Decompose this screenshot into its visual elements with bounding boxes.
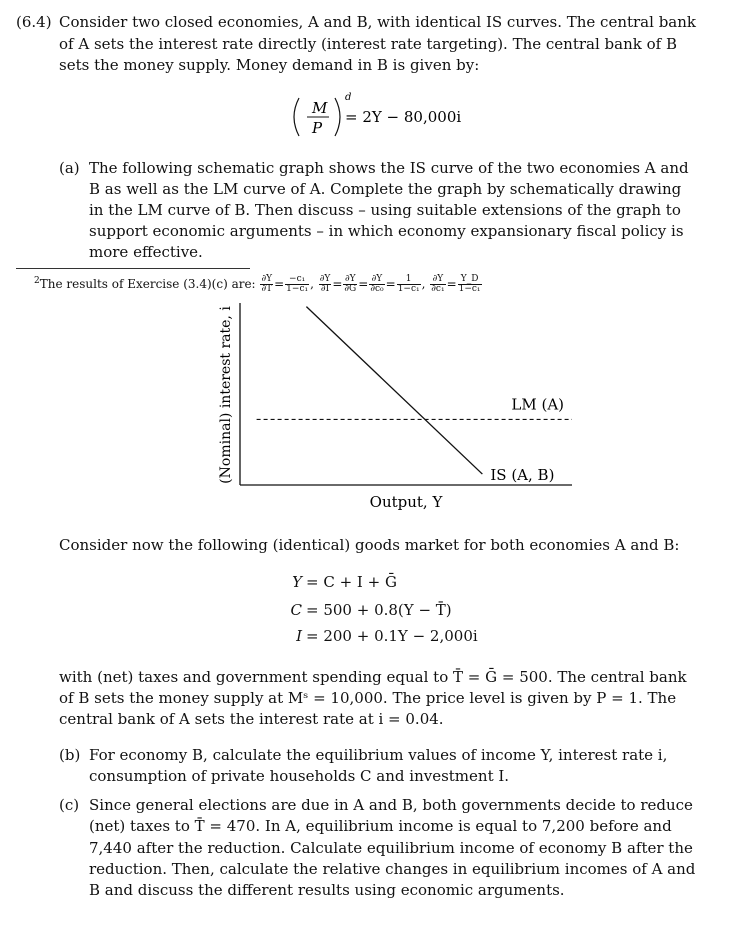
x-axis-label: Output, Y	[369, 493, 443, 511]
is-label: IS (A, B)	[490, 466, 555, 485]
md-denominator: P	[312, 119, 323, 137]
eq2-lhs: C	[290, 601, 302, 619]
md-numerator: M	[312, 99, 328, 117]
part-c-line-5: B and discuss the different results using economic arguments.	[89, 881, 565, 899]
problem-number: (6.4)	[16, 13, 52, 31]
eq3-lhs: I	[296, 627, 302, 645]
footnote-frac-4: $\frac{\partial Y}{\partial G}$	[344, 274, 357, 294]
footnote-frac-2: $\frac{\text{−c₁}}{\text{1−c₁}}$	[286, 274, 309, 294]
is-curve	[306, 307, 482, 474]
footnote-frac-5: $\frac{\partial Y}{\text{∂c₀}}$	[370, 274, 384, 294]
part-b-label: (b)	[59, 746, 81, 764]
money-demand-equation	[285, 90, 485, 144]
part-a-line-3: in the LM curve of B. Then discuss – using suitable extensions of the graph to	[89, 201, 681, 219]
part-c-line-3: 7,440 after the reduction. Calculate equilibrium income of economy B after the	[89, 839, 693, 857]
footnote-text: The results of Exercise (3.4)(c) are:	[39, 277, 256, 291]
part-a-line-4: support economic arguments – in which economy expansionary fiscal policy is	[89, 222, 684, 240]
part-c-line-1: Since general elections are due in A and B, both governments decide to reduce	[89, 796, 693, 814]
footnote-frac-6: $\frac{1}{\text{1−c₁}}$	[397, 274, 420, 294]
intro-line-2: of A sets the interest rate directly (interest rate targeting). The central bank of B	[59, 35, 677, 53]
eq1-rhs: = C + I + Ḡ	[306, 573, 397, 591]
part-c-label: (c)	[59, 796, 80, 814]
goods-text-line-1: with (net) taxes and government spending equal to T̄ = Ḡ = 500. The central bank	[59, 668, 687, 686]
footnote-frac-8: $\frac{Y\_D}{\text{1−c₁}}$	[458, 274, 481, 294]
part-a-line-5: more effective.	[89, 243, 203, 261]
part-b-line-2: consumption of private households C and investment I.	[89, 767, 510, 785]
footnote-rule	[16, 268, 250, 269]
goods-text-line-2: of B sets the money supply at Mˢ = 10,000. The price level is given by P = 1. The	[59, 689, 677, 707]
part-c-line-4: reduction. Then, calculate the relative changes in equilibrium incomes of A and	[89, 860, 696, 878]
footnote-marker: 2	[34, 276, 40, 286]
goods-text-line-3: central bank of A sets the interest rate at i = 0.04.	[59, 710, 444, 728]
part-a-label: (a)	[59, 159, 80, 177]
eq1-lhs: Y	[292, 573, 302, 591]
part-c-line-2: (net) taxes to T̄ = 470. In A, equilibrium income is equal to 7,200 before and	[89, 817, 672, 835]
part-a-line-2: B as well as the LM curve of A. Complete the graph by schematically drawing	[89, 180, 682, 198]
intro-line-3: sets the money supply. Money demand in B is given by:	[59, 56, 480, 74]
footnote-frac-7: $\frac{\partial Y}{\text{∂c₁}}$	[431, 274, 445, 294]
md-superscript: d	[345, 92, 352, 103]
intro-line-1: Consider two closed economies, A and B, with identical IS curves. The central bank	[59, 13, 696, 31]
goods-market-intro: Consider now the following (identical) goods market for both economies A and B:	[59, 536, 680, 554]
footnote: $^2$The results of Exercise (3.4)(c) are: $\frac{\partial Y}{\partial T}$ = $\frac{\text{−c₁}}{\text{1−c₁}}$ , $\frac{\partial Y}{\partial I}$ = $\frac{\partial Y}{\partial G}$ = $\frac{\partial Y}{\text{∂c₀}}$ = $\frac{1}{\text{1−c₁}}$ , $\frac{\partial Y}{\text{∂c₁}}$ = $\frac{Y\_D}{\text{1−c₁}}$	[34, 274, 481, 294]
lm-a-label: LM (A)	[511, 395, 564, 414]
eq2-rhs: = 500 + 0.8(Y − T̄)	[306, 601, 452, 619]
footnote-frac-3: $\frac{\partial Y}{\partial I}$	[319, 274, 331, 294]
y-axis-label: (Nominal) interest rate, i	[218, 306, 234, 484]
part-b-line-1: For economy B, calculate the equilibrium values of income Y, interest rate i,	[89, 746, 668, 764]
is-lm-chart	[200, 295, 590, 520]
md-rhs: = 2Y − 80,000i	[345, 108, 462, 126]
eq3-rhs: = 200 + 0.1Y − 2,000i	[306, 627, 478, 645]
part-a-line-1: The following schematic graph shows the IS curve of the two economies A and	[89, 159, 689, 177]
footnote-frac-1: $\frac{\partial Y}{\partial T}$	[261, 274, 273, 294]
